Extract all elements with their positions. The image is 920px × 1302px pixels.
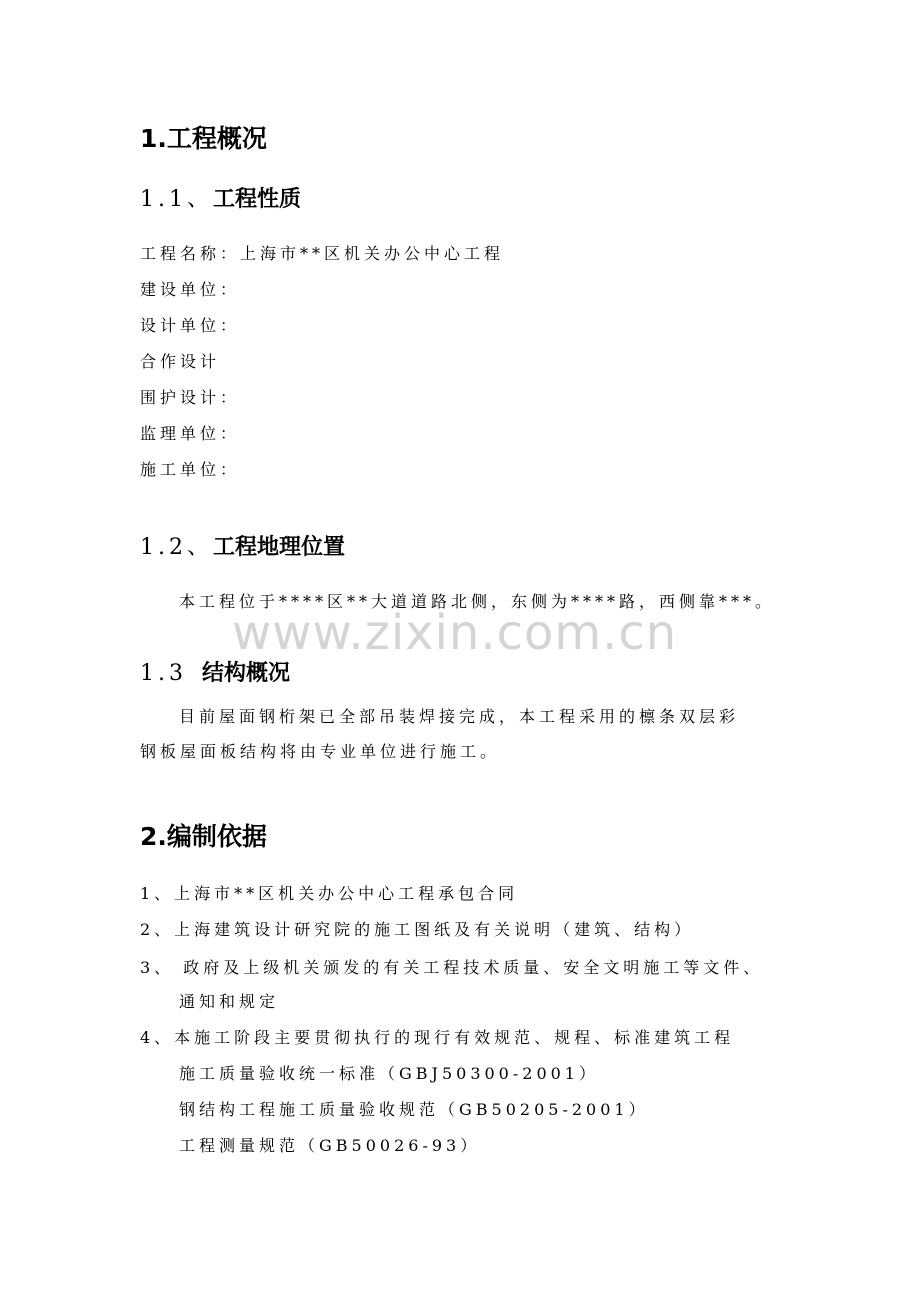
subsection-title: 工程性质 bbox=[213, 187, 302, 212]
list-item: 2、上海建筑设计研究院的施工图纸及有关说明（建筑、结构） bbox=[140, 920, 695, 939]
location-paragraph: 本工程位于****区**大道道路北侧，东侧为****路，西侧靠***。 bbox=[179, 592, 776, 611]
list-subitem: 工程测量规范（GB50026-93） bbox=[179, 1136, 481, 1155]
subsection-title: 结构概况 bbox=[202, 661, 291, 686]
list-item-continuation: 通知和规定 bbox=[179, 992, 280, 1011]
subsection-1-1-heading bbox=[140, 187, 301, 213]
field-project-name: 工程名称：上海市**区机关办公中心工程 bbox=[140, 244, 505, 263]
field-co-design: 合作设计 bbox=[140, 352, 221, 371]
subsection-1-2-heading bbox=[140, 535, 345, 561]
list-item: 1、上海市**区机关办公中心工程承包合同 bbox=[140, 884, 519, 903]
field-designer: 设计单位： bbox=[140, 316, 241, 335]
list-subitem: 钢结构工程施工质量验收规范（GB50205-2001） bbox=[179, 1100, 649, 1119]
field-supervisor: 监理单位： bbox=[140, 424, 241, 443]
subsection-number: 1.1、 bbox=[140, 187, 213, 212]
section-2-heading: 2.编制依据 bbox=[140, 822, 267, 851]
field-owner: 建设单位： bbox=[140, 280, 241, 299]
list-item: 3、 政府及上级机关颁发的有关工程技术质量、安全文明施工等文件、 bbox=[140, 958, 764, 977]
list-item: 4、本施工阶段主要贯彻执行的现行有效规范、规程、标准建筑工程 bbox=[140, 1028, 735, 1047]
watermark-text: www.zixin.com.cn bbox=[232, 605, 678, 661]
subsection-number: 1.3 bbox=[140, 661, 187, 686]
structure-paragraph-line-1: 目前屋面钢桁架已全部吊装焊接完成，本工程采用的檩条双层彩 bbox=[179, 707, 740, 726]
subsection-1-3-heading bbox=[140, 661, 290, 687]
field-enclosure-design: 围护设计： bbox=[140, 388, 241, 407]
subsection-title: 工程地理位置 bbox=[213, 535, 346, 560]
field-contractor: 施工单位： bbox=[140, 460, 241, 479]
list-subitem: 施工质量验收统一标准（GBJ50300-2001） bbox=[179, 1064, 599, 1083]
subsection-number: 1.2、 bbox=[140, 535, 213, 560]
structure-paragraph-line-2: 钢板屋面板结构将由专业单位进行施工。 bbox=[140, 742, 501, 761]
section-1-heading: 1.工程概况 bbox=[140, 124, 267, 153]
